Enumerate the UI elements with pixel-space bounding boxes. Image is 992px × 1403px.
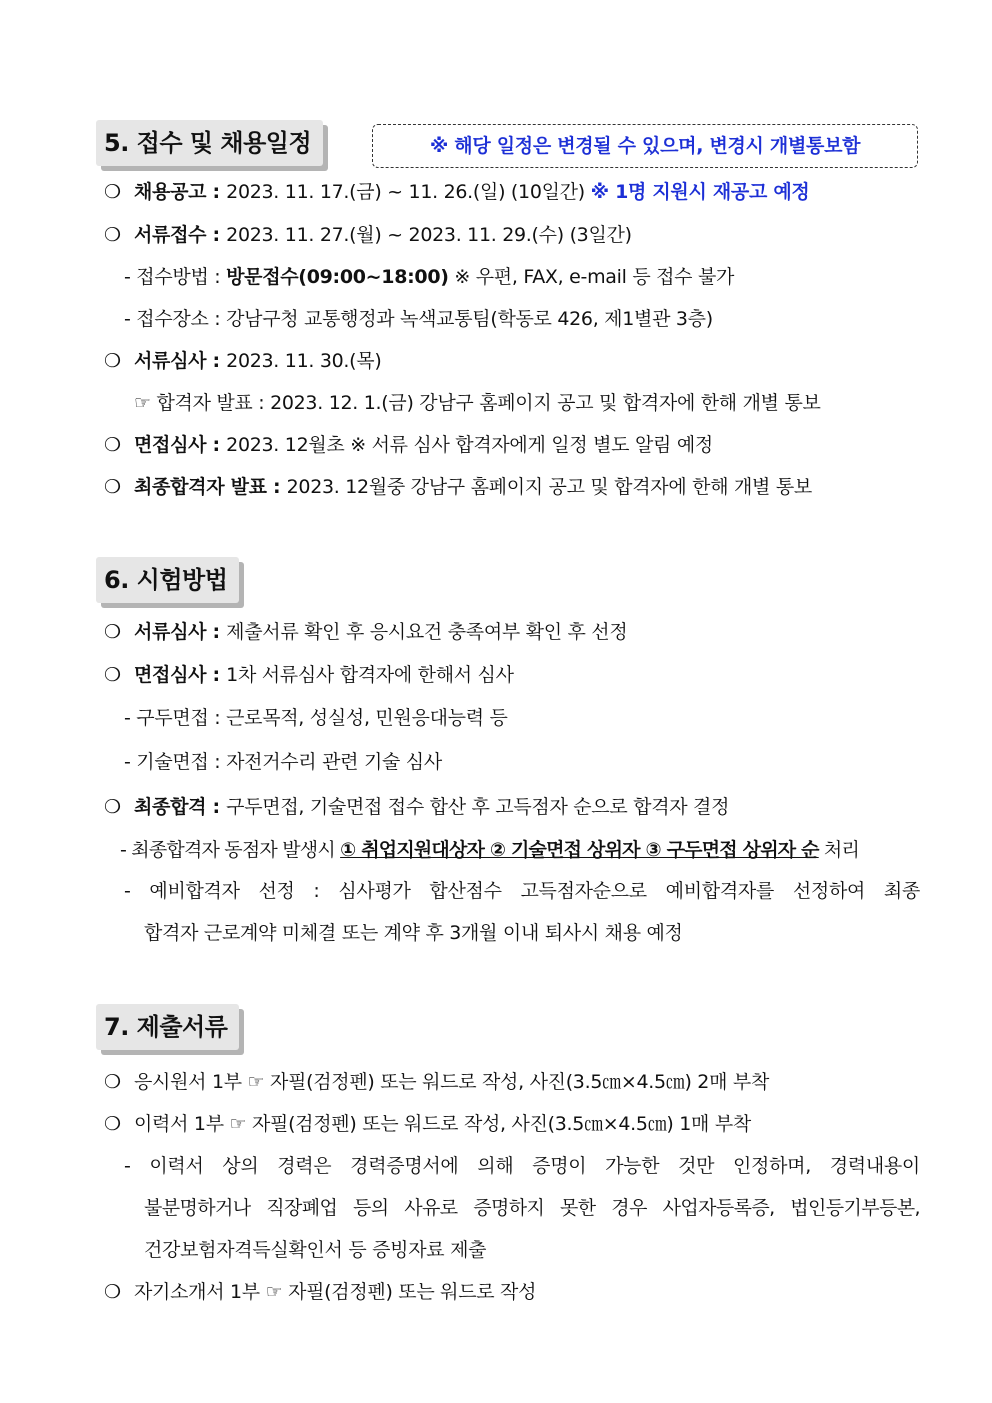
oral-interview-line: - 구두면접 : 근로목적, 성실성, 민원응대능력 등 <box>124 707 508 729</box>
bullet-icon: ❍ <box>104 350 121 372</box>
final-announcement-line: ❍ 최종합격자 발표 : 2023. 12월중 강남구 홈페이지 공고 및 합격자에 한해 개별 통보 <box>104 473 812 501</box>
application-form-line: ❍ 응시원서 1부 ☞ 자필(검정펜) 또는 워드로 작성, 사진(3.5㎝×4.5㎝) 2매 부착 <box>104 1068 769 1096</box>
bullet-icon: ❍ <box>104 664 121 686</box>
reserve-selection-line: - 예비합격자 선정 : 심사평가 합산점수 고득점자순으로 예비합격자를 선정하여 최종 <box>124 880 920 902</box>
career-proof-line: - 이력서 상의 경력은 경력증명서에 의해 증명이 가능한 것만 인정하며, 경력내용이 <box>124 1155 920 1177</box>
technical-interview-line: - 기술면접 : 자전거수리 관련 기술 심사 <box>124 751 442 773</box>
receipt-location-line: - 접수장소 : 강남구청 교통행정과 녹색교통팀(학동로 426, 제1별관 3층) <box>124 308 713 330</box>
career-proof-line-3: 건강보험자격득실확인서 등 증빙자료 제출 <box>144 1239 487 1261</box>
final-pass-line: ❍ 최종합격 : 구두면접, 기술면접 접수 합산 후 고득점자 순으로 합격자 결정 <box>104 793 729 821</box>
document-review-line: ❍ 서류심사 : 2023. 11. 30.(목) <box>104 347 381 375</box>
receipt-method-line: - 접수방법 : 방문접수(09:00~18:00) ※ 우편, FAX, e-mail 등 접수 불가 <box>124 266 735 288</box>
bullet-icon: ❍ <box>104 434 121 456</box>
exam-interview-line: ❍ 면접심사 : 1차 서류심사 합격자에 한해서 심사 <box>104 661 514 689</box>
bullet-icon: ❍ <box>104 1071 121 1093</box>
schedule-change-notice: ※ 해당 일정은 변경될 수 있으며, 변경시 개별통보함 <box>372 124 918 168</box>
bullet-icon: ❍ <box>104 1281 121 1303</box>
pass-announcement-line: ☞ 합격자 발표 : 2023. 12. 1.(금) 강남구 홈페이지 공고 및 합격자에 한해 개별 통보 <box>134 392 821 414</box>
bullet-icon: ❍ <box>104 181 121 203</box>
section-7-title: 7. 제출서류 <box>96 1004 239 1050</box>
recruitment-notice-line: ❍ 채용공고 : 2023. 11. 17.(금) ~ 11. 26.(일) (10일간) ※ 1명 지원시 재공고 예정 <box>104 178 809 206</box>
tie-break-criteria: ① 취업지원대상자 ② 기술면접 상위자 ③ 구두면접 상위자 순 <box>340 839 819 861</box>
section-5-title: 5. 접수 및 채용일정 <box>96 120 323 166</box>
bullet-icon: ❍ <box>104 621 121 643</box>
exam-document-review-line: ❍ 서류심사 : 제출서류 확인 후 응시요건 충족여부 확인 후 선정 <box>104 618 627 646</box>
interview-review-line: ❍ 면접심사 : 2023. 12월초 ※ 서류 심사 합격자에게 일정 별도 알림 예정 <box>104 431 713 459</box>
bullet-icon: ❍ <box>104 476 121 498</box>
bullet-icon: ❍ <box>104 1113 121 1135</box>
resume-line: ❍ 이력서 1부 ☞ 자필(검정펜) 또는 워드로 작성, 사진(3.5㎝×4.5㎝) 1매 부착 <box>104 1110 751 1138</box>
re-announcement-note: ※ 1명 지원시 재공고 예정 <box>590 181 810 203</box>
section-6-title: 6. 시험방법 <box>96 557 239 603</box>
bullet-icon: ❍ <box>104 224 121 246</box>
career-proof-line-2: 불분명하거나 직장폐업 등의 사유로 증명하지 못한 경우 사업자등록증, 법인등기부등본, <box>144 1197 920 1219</box>
document-receipt-line: ❍ 서류접수 : 2023. 11. 27.(월) ~ 2023. 11. 29.(수) (3일간) <box>104 221 632 249</box>
reserve-selection-line-2: 합격자 근로계약 미체결 또는 계약 후 3개월 이내 퇴사시 채용 예정 <box>144 922 683 944</box>
tie-break-line: - 최종합격자 동점자 발생시 ① 취업지원대상자 ② 기술면접 상위자 ③ 구두면접 상위자 순 처리 <box>120 839 860 861</box>
bullet-icon: ❍ <box>104 796 121 818</box>
self-introduction-line: ❍ 자기소개서 1부 ☞ 자필(검정펜) 또는 워드로 작성 <box>104 1278 536 1306</box>
